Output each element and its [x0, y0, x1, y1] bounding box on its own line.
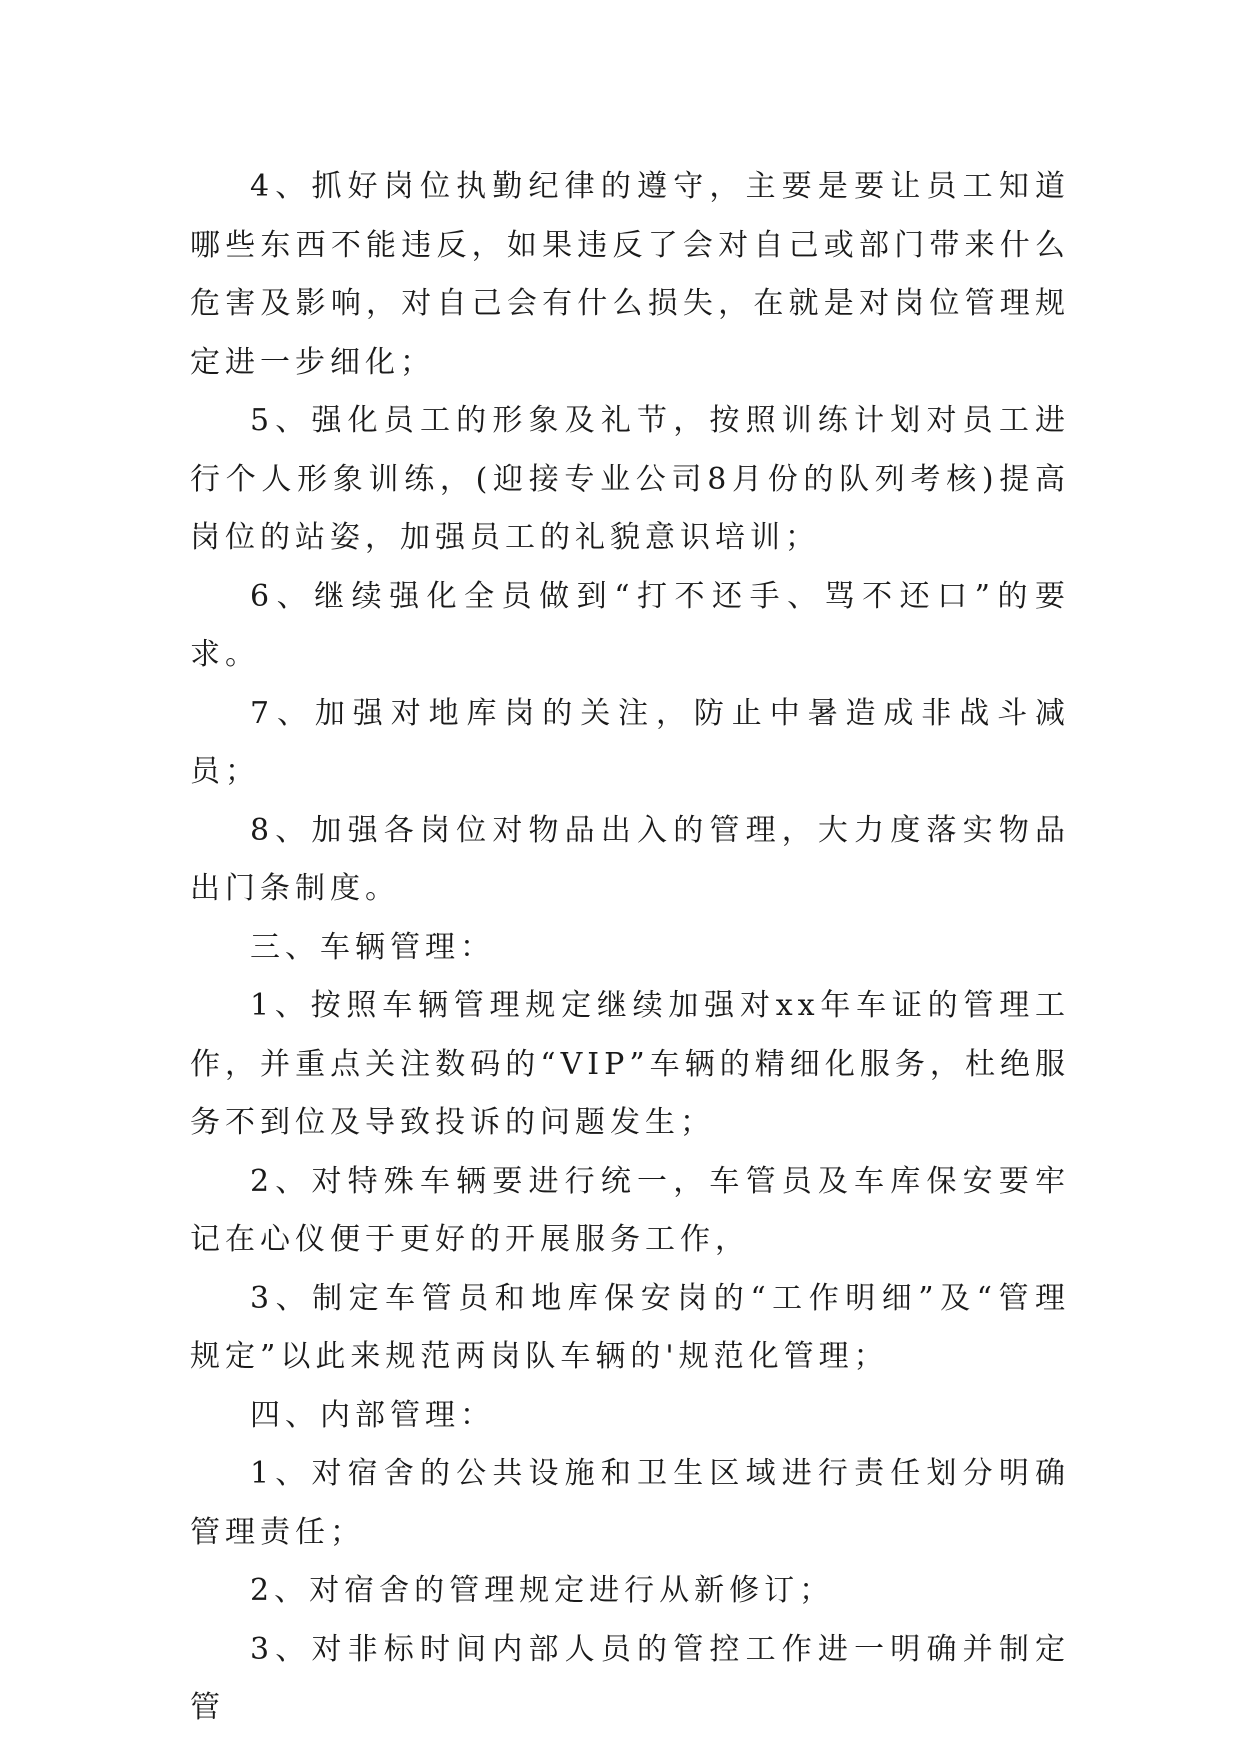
paragraph-special-vehicles: 2、对特殊车辆要进行统一，车管员及车库保安要牢记在心仪便于更好的开展服务工作，: [190, 1163, 1070, 1257]
paragraph-duty-discipline: 4、抓好岗位执勤纪律的遵守，主要是要让员工知道哪些东西不能违反，如果违反了会对自己或部门带来什么危害及影响，对自己会有什么损失，在就是对岗位管理规定进一步细化；: [190, 169, 1070, 380]
paragraph-image-etiquette: 5、强化员工的形象及礼节，按照训练计划对员工进行个人形象训练，(迎接专业公司8月份的队列考核)提高岗位的站姿，加强员工的礼貌意识培训；: [190, 403, 1070, 555]
section-heading-internal-management: 四、内部管理：: [250, 1397, 495, 1433]
paragraph-garage-heat: 7、加强对地库岗的关注，防止中暑造成非战斗减员；: [190, 695, 1070, 789]
document-body: [190, 158, 1070, 1738]
paragraph-off-hours-control: 3、对非标时间内部人员的管控工作进一明确并制定管: [190, 1631, 1070, 1725]
paragraph-no-retaliation: 6、继续强化全员做到“打不还手、骂不还口”的要求。: [190, 578, 1070, 672]
paragraph-dorm-rules: 2、对宿舍的管理规定进行从新修订；: [250, 1573, 835, 1608]
paragraph-vehicle-permits: 1、按照车辆管理规定继续加强对xx年车证的管理工作，并重点关注数码的“VIP”车辆的精细化服务，杜绝服务不到位及导致投诉的问题发生；: [190, 988, 1070, 1140]
paragraph-goods-exit: 8、加强各岗位对物品出入的管理，大力度落实物品出门条制度。: [190, 812, 1070, 906]
section-heading-vehicle-management: 三、车辆管理：: [250, 929, 495, 965]
paragraph-dorm-responsibility: 1、对宿舍的公共设施和卫生区域进行责任划分明确管理责任；: [190, 1456, 1070, 1550]
paragraph-work-details: 3、制定车管员和地库保安岗的“工作明细”及“管理规定”以此来规范两岗队车辆的'规范化管理；: [190, 1280, 1070, 1374]
